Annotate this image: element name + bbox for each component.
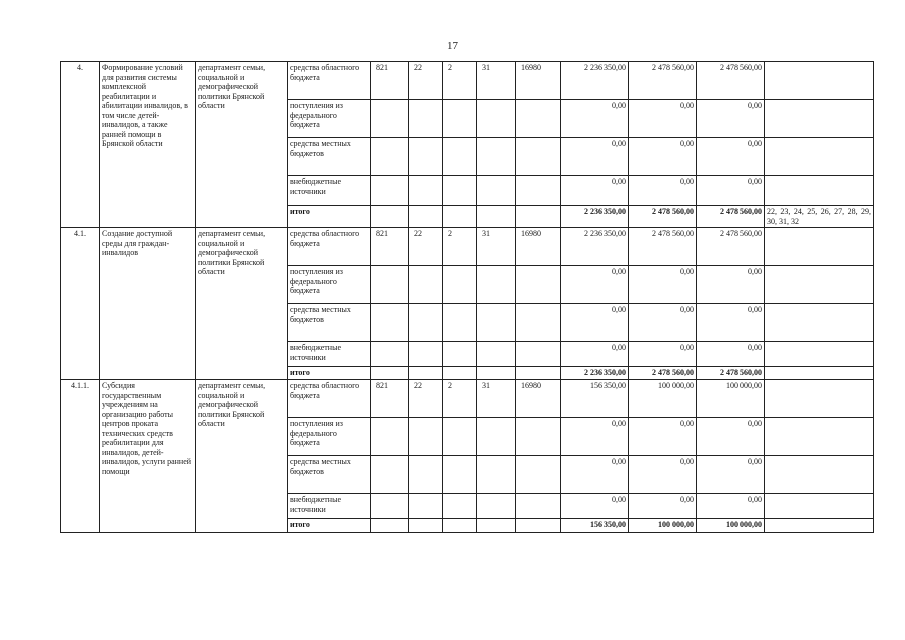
amount: 2 236 350,00 bbox=[561, 228, 629, 266]
funding-source: внебюджетные источники bbox=[288, 176, 371, 206]
section-executor: департамент семьи, социальной и демографической политики Брянской области bbox=[196, 62, 288, 228]
amount: 0,00 bbox=[561, 494, 629, 519]
empty-cell bbox=[443, 519, 477, 533]
amount-total: 2 236 350,00 bbox=[561, 367, 629, 380]
amount: 0,00 bbox=[561, 176, 629, 206]
empty-cell bbox=[371, 494, 409, 519]
amount: 0,00 bbox=[561, 456, 629, 494]
empty-cell bbox=[371, 456, 409, 494]
amount: 0,00 bbox=[697, 138, 765, 176]
empty-cell bbox=[765, 342, 874, 367]
empty-cell bbox=[409, 138, 443, 176]
section-title: Субсидия государственным учреждениям на организацию работы центров проката технических средств реабилитации для инвалидов, детей-инвалидов, услуги ранней помощи bbox=[100, 380, 196, 533]
funding-source: средства областного бюджета bbox=[288, 380, 371, 418]
empty-cell bbox=[443, 206, 477, 228]
amount: 0,00 bbox=[629, 100, 697, 138]
empty-cell bbox=[477, 138, 516, 176]
page-number: 17 bbox=[447, 40, 458, 52]
amount: 0,00 bbox=[629, 342, 697, 367]
empty-cell bbox=[477, 519, 516, 533]
amount: 0,00 bbox=[629, 456, 697, 494]
indicators: 22, 23, 24, 25, 26, 27, 28, 29, 30, 31, 32 bbox=[765, 206, 874, 228]
amount: 0,00 bbox=[697, 266, 765, 304]
empty-cell bbox=[409, 304, 443, 342]
budget-code: 31 bbox=[477, 228, 516, 266]
funding-source: поступления из федерального бюджета bbox=[288, 100, 371, 138]
amount: 0,00 bbox=[697, 304, 765, 342]
amount: 0,00 bbox=[561, 266, 629, 304]
empty-cell bbox=[516, 456, 561, 494]
section-number: 4.1.1. bbox=[61, 380, 100, 533]
empty-cell bbox=[371, 176, 409, 206]
amount: 156 350,00 bbox=[561, 380, 629, 418]
amount: 0,00 bbox=[629, 304, 697, 342]
empty-cell bbox=[371, 418, 409, 456]
budget-code: 2 bbox=[443, 62, 477, 100]
empty-cell bbox=[371, 342, 409, 367]
budget-code: 22 bbox=[409, 62, 443, 100]
empty-cell bbox=[516, 138, 561, 176]
empty-cell bbox=[516, 100, 561, 138]
empty-cell bbox=[443, 138, 477, 176]
empty-cell bbox=[409, 100, 443, 138]
empty-cell bbox=[409, 418, 443, 456]
amount: 0,00 bbox=[697, 100, 765, 138]
empty-cell bbox=[477, 266, 516, 304]
funding-source: средства местных бюджетов bbox=[288, 304, 371, 342]
amount: 100 000,00 bbox=[629, 380, 697, 418]
total-label: итого bbox=[288, 367, 371, 380]
amount-total: 2 478 560,00 bbox=[697, 206, 765, 228]
empty-cell bbox=[409, 494, 443, 519]
empty-cell bbox=[516, 494, 561, 519]
funding-source: поступления из федерального бюджета bbox=[288, 418, 371, 456]
empty-cell bbox=[477, 176, 516, 206]
amount: 0,00 bbox=[697, 456, 765, 494]
amount: 2 478 560,00 bbox=[629, 62, 697, 100]
amount: 0,00 bbox=[629, 176, 697, 206]
empty-cell bbox=[516, 266, 561, 304]
empty-cell bbox=[477, 456, 516, 494]
amount: 0,00 bbox=[697, 418, 765, 456]
funding-source: поступления из федерального бюджета bbox=[288, 266, 371, 304]
budget-code: 821 bbox=[371, 228, 409, 266]
amount: 0,00 bbox=[561, 304, 629, 342]
empty-cell bbox=[516, 206, 561, 228]
empty-cell bbox=[477, 494, 516, 519]
budget-code: 2 bbox=[443, 228, 477, 266]
budget-code: 22 bbox=[409, 228, 443, 266]
empty-cell bbox=[443, 494, 477, 519]
amount: 2 478 560,00 bbox=[697, 62, 765, 100]
empty-cell bbox=[371, 206, 409, 228]
funding-source: внебюджетные источники bbox=[288, 494, 371, 519]
budget-code: 821 bbox=[371, 62, 409, 100]
section-executor: департамент семьи, социальной и демографической политики Брянской области bbox=[196, 228, 288, 380]
table-row bbox=[61, 380, 874, 418]
amount-total: 2 236 350,00 bbox=[561, 206, 629, 228]
budget-code: 16980 bbox=[516, 62, 561, 100]
empty-cell bbox=[409, 266, 443, 304]
empty-cell bbox=[371, 519, 409, 533]
empty-cell bbox=[516, 367, 561, 380]
empty-cell bbox=[443, 176, 477, 206]
section-title: Создание доступной среды для граждан-инвалидов bbox=[100, 228, 196, 380]
budget-code: 16980 bbox=[516, 380, 561, 418]
empty-cell bbox=[371, 304, 409, 342]
amount: 0,00 bbox=[629, 138, 697, 176]
empty-cell bbox=[409, 176, 443, 206]
empty-cell bbox=[516, 519, 561, 533]
empty-cell bbox=[765, 228, 874, 266]
section-number: 4.1. bbox=[61, 228, 100, 380]
empty-cell bbox=[371, 367, 409, 380]
table-row bbox=[61, 228, 874, 266]
empty-cell bbox=[443, 304, 477, 342]
empty-cell bbox=[477, 342, 516, 367]
budget-code: 2 bbox=[443, 380, 477, 418]
empty-cell bbox=[443, 418, 477, 456]
empty-cell bbox=[516, 342, 561, 367]
empty-cell bbox=[371, 138, 409, 176]
empty-cell bbox=[765, 176, 874, 206]
budget-code: 16980 bbox=[516, 228, 561, 266]
budget-table bbox=[60, 61, 874, 533]
budget-code: 31 bbox=[477, 380, 516, 418]
total-label: итого bbox=[288, 206, 371, 228]
section-number: 4. bbox=[61, 62, 100, 228]
empty-cell bbox=[477, 367, 516, 380]
amount: 0,00 bbox=[697, 342, 765, 367]
amount-total: 100 000,00 bbox=[697, 519, 765, 533]
amount: 2 478 560,00 bbox=[697, 228, 765, 266]
amount: 100 000,00 bbox=[697, 380, 765, 418]
empty-cell bbox=[371, 100, 409, 138]
empty-cell bbox=[765, 100, 874, 138]
empty-cell bbox=[477, 206, 516, 228]
empty-cell bbox=[765, 494, 874, 519]
empty-cell bbox=[477, 304, 516, 342]
empty-cell bbox=[516, 176, 561, 206]
amount: 0,00 bbox=[629, 418, 697, 456]
empty-cell bbox=[409, 456, 443, 494]
amount: 0,00 bbox=[561, 100, 629, 138]
budget-code: 31 bbox=[477, 62, 516, 100]
empty-cell bbox=[443, 266, 477, 304]
section-title: Формирование условий для развития системы комплексной реабилитации и абилитации инвалидов, в том числе детей-инвалидов, а также ранней помощи в Брянской области bbox=[100, 62, 196, 228]
empty-cell bbox=[477, 418, 516, 456]
funding-source: средства местных бюджетов bbox=[288, 138, 371, 176]
budget-code: 821 bbox=[371, 380, 409, 418]
empty-cell bbox=[443, 367, 477, 380]
section-executor: департамент семьи, социальной и демографической политики Брянской области bbox=[196, 380, 288, 533]
empty-cell bbox=[765, 380, 874, 418]
amount-total: 2 478 560,00 bbox=[629, 206, 697, 228]
empty-cell bbox=[765, 62, 874, 100]
empty-cell bbox=[371, 266, 409, 304]
amount: 0,00 bbox=[561, 138, 629, 176]
empty-cell bbox=[409, 206, 443, 228]
empty-cell bbox=[765, 138, 874, 176]
amount-total: 156 350,00 bbox=[561, 519, 629, 533]
amount: 2 478 560,00 bbox=[629, 228, 697, 266]
amount: 0,00 bbox=[629, 266, 697, 304]
empty-cell bbox=[409, 367, 443, 380]
empty-cell bbox=[443, 342, 477, 367]
amount-total: 2 478 560,00 bbox=[629, 367, 697, 380]
funding-source: внебюджетные источники bbox=[288, 342, 371, 367]
amount: 0,00 bbox=[697, 494, 765, 519]
amount: 0,00 bbox=[697, 176, 765, 206]
empty-cell bbox=[443, 456, 477, 494]
empty-cell bbox=[765, 456, 874, 494]
amount: 0,00 bbox=[561, 342, 629, 367]
indicators bbox=[765, 367, 874, 380]
funding-source: средства областного бюджета bbox=[288, 228, 371, 266]
empty-cell bbox=[443, 100, 477, 138]
empty-cell bbox=[477, 100, 516, 138]
amount: 0,00 bbox=[561, 418, 629, 456]
empty-cell bbox=[409, 519, 443, 533]
budget-code: 22 bbox=[409, 380, 443, 418]
funding-source: средства местных бюджетов bbox=[288, 456, 371, 494]
empty-cell bbox=[409, 342, 443, 367]
indicators bbox=[765, 519, 874, 533]
empty-cell bbox=[765, 418, 874, 456]
amount: 0,00 bbox=[629, 494, 697, 519]
empty-cell bbox=[516, 418, 561, 456]
funding-source: средства областного бюджета bbox=[288, 62, 371, 100]
amount-total: 2 478 560,00 bbox=[697, 367, 765, 380]
amount-total: 100 000,00 bbox=[629, 519, 697, 533]
total-label: итого bbox=[288, 519, 371, 533]
empty-cell bbox=[516, 304, 561, 342]
empty-cell bbox=[765, 304, 874, 342]
table-row bbox=[61, 62, 874, 100]
amount: 2 236 350,00 bbox=[561, 62, 629, 100]
empty-cell bbox=[765, 266, 874, 304]
